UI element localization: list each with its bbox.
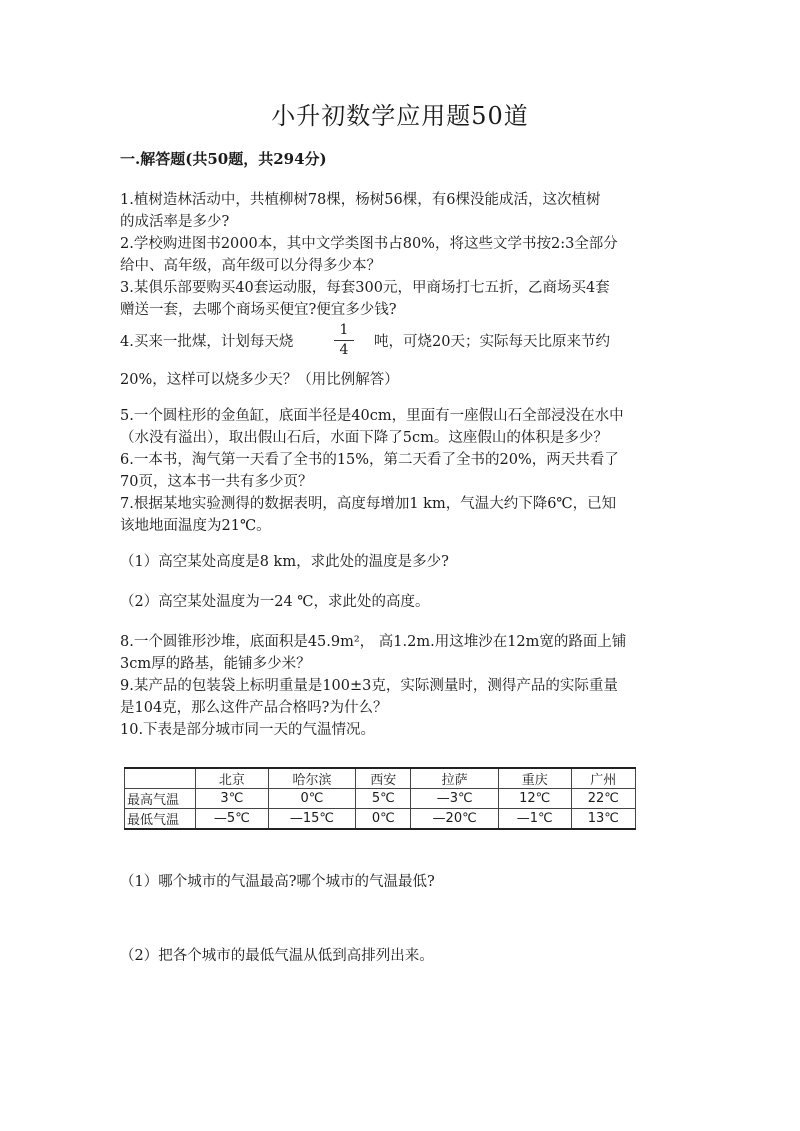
question-8-line-1: 8.一个圆锥形沙堆，底面积是45.9m²， 高1.2m.用这堆沙在12m宽的路面上铺	[120, 634, 627, 650]
table-cell: 3℃	[196, 789, 269, 809]
page-title: 小升初数学应用题50道	[271, 102, 529, 130]
table-header-cell: 西安	[356, 768, 411, 789]
question-5-line-2: （水没有溢出），取出假山石后，水面下降了5cm。这座假山的体积是多少？	[120, 430, 608, 446]
question-10-line-1: 10.下表是部分城市同一天的气温情况。	[120, 722, 376, 738]
table-cell: —15℃	[268, 809, 355, 830]
table-cell: 12℃	[498, 789, 571, 809]
table-header-cell: 拉萨	[411, 768, 498, 789]
question-6-line-1: 6.一本书，淘气第一天看了全书的15%，第二天看了全书的20%，两天共看了	[120, 452, 619, 468]
question-7-line-2: 该地地面温度为21℃。	[120, 518, 271, 534]
table-row-label: 最高气温	[125, 789, 196, 809]
table-cell: 22℃	[571, 789, 635, 809]
question-7-line-1: 7.根据某地实验测得的数据表明，高度每增加1 km，气温大约下降6℃，已知	[120, 496, 617, 512]
table-header-cell	[125, 768, 196, 789]
question-9-line-2: 是104克，那么这件产品合格吗?为什么？	[120, 700, 388, 716]
table-cell: 5℃	[356, 789, 411, 809]
table-cell: 0℃	[356, 809, 411, 830]
city-temperature-table	[124, 767, 636, 830]
question-2-line-2: 给中、高年级，高年级可以分得多少本？	[120, 258, 381, 274]
table-row-label: 最低气温	[125, 809, 196, 830]
question-7-sub-1: （1）高空某处高度是8 km，求此处的温度是多少?	[120, 554, 449, 570]
table-cell: —20℃	[411, 809, 498, 830]
fraction-denominator: 4	[339, 342, 349, 358]
table-header-cell: 北京	[196, 768, 269, 789]
question-9-line-1: 9.某产品的包装袋上标明重量是100±3克，实际测量时，测得产品的实际重量	[120, 678, 618, 694]
question-5-line-1: 5.一个圆柱形的金鱼缸，底面半径是40cm，里面有一座假山石全部浸没在水中	[120, 408, 624, 424]
table-cell: 0℃	[268, 789, 355, 809]
question-10-sub-1: （1）哪个城市的气温最高?哪个城市的气温最低?	[120, 874, 435, 890]
question-1-line-1: 1.植树造林活动中，共植柳树78棵，杨树56棵，有6棵没能成活，这次植树	[120, 192, 601, 208]
question-6-line-2: 70页，这本书一共有多少页？	[120, 474, 313, 490]
question-2-line-1: 2.学校购进图书2000本，其中文学类图书占80%，将这些文学书按2:3全部分	[120, 236, 618, 252]
table-row	[125, 809, 636, 830]
question-3-line-1: 3.某俱乐部要购买40套运动服，每套300元，甲商场打七五折，乙商场买4套	[120, 280, 610, 296]
table-header-row	[125, 768, 636, 789]
question-8-line-2: 3cm厚的路基，能铺多少米？	[120, 656, 311, 672]
table-cell: —3℃	[411, 789, 498, 809]
question-1-line-2: 的成活率是多少?	[120, 214, 230, 230]
table-cell: 13℃	[571, 809, 635, 830]
question-4-line-2: 20%，这样可以烧多少天？（用比例解答）	[120, 372, 399, 388]
table-header-cell: 重庆	[498, 768, 571, 789]
fraction-one-quarter	[334, 322, 354, 359]
table-row	[125, 789, 636, 809]
table-cell: —1℃	[498, 809, 571, 830]
question-4-text-after: 吨，可烧20天；实际每天比原来节约	[374, 334, 610, 350]
question-3-line-2: 赠送一套，去哪个商场买便宜?便宜多少钱?	[120, 302, 397, 318]
question-7-sub-2: （2）高空某处温度为一24 ℃，求此处的高度。	[120, 594, 430, 610]
section-heading: 一.解答题(共50题，共294分)	[120, 150, 327, 168]
table-header-cell: 哈尔滨	[268, 768, 355, 789]
question-10-sub-2: （2）把各个城市的最低气温从低到高排列出来。	[120, 948, 434, 964]
fraction-numerator: 1	[334, 322, 354, 341]
table-cell: —5℃	[196, 809, 269, 830]
table-header-cell: 广州	[571, 768, 635, 789]
question-4-text-before: 4.买来一批煤，计划每天烧	[120, 334, 294, 350]
